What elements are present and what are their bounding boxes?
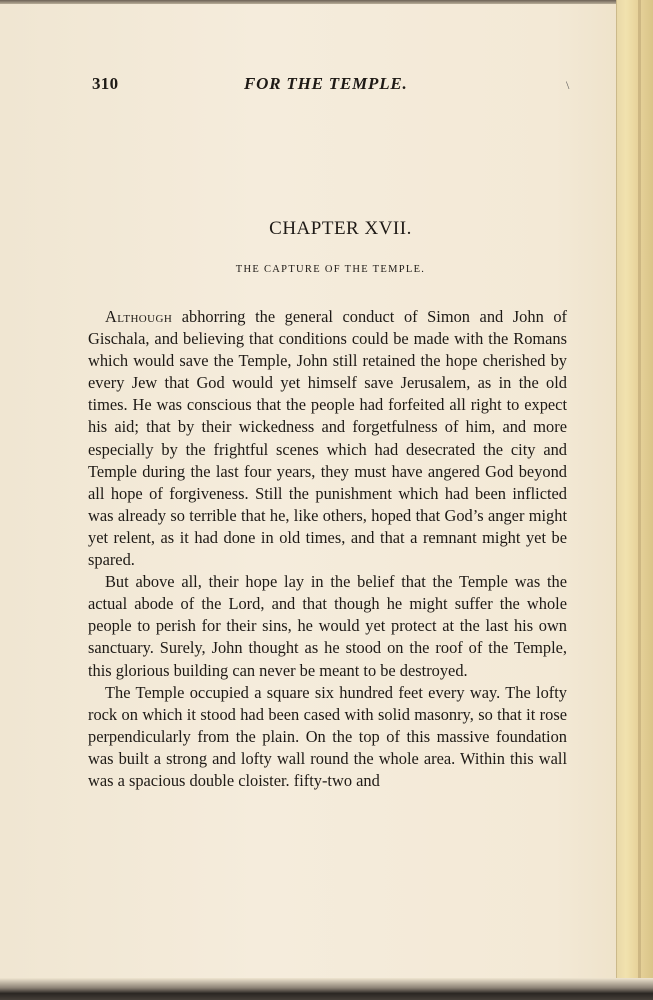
page-number: 310 <box>92 74 119 93</box>
chapter-subtitle: THE CAPTURE OF THE TEMPLE. <box>235 264 426 275</box>
paragraph-3: The Temple occupied a square six hundred feet every way. The lofty rock on which it stood had been cased with solid masonry, so that it rose perpendicularly from the plain. On the top of this massive foundation was built a strong and lofty wall round the whole area. Within this wall was a spacious double cloister. fifty-two and <box>88 682 567 790</box>
paragraph-2: But above all, their hope lay in the belief that the Temple was the actual abode of the Lord, and that though he might suffer the whole people to perish for their sins, he would yet protect at the last his own sanctuary. Surely, John thought as he stood on the roof of the Temple, this glorious building can never be meant to be destroyed. <box>88 572 567 680</box>
chapter-title: CHAPTER XVII. <box>269 218 412 239</box>
top-edge-shadow <box>0 0 620 4</box>
running-head <box>92 74 570 98</box>
paragraph-1-text: abhorring the general conduct of Simon and John of Gischala, and believing that conditions could be made with the Romans which would save the Temple, John still retained the hope cherished by every Jew that God would yet himself save Jerusalem, as in the old times. He was conscious that the people had forfeited all right to expect his aid; that by their wickedness and forgetfulness of him, and more especially by the frightful scenes which had desecrated the city and Temple during the last four years, they must have angered God beyond all hope of forgiveness. Still the punishment which had been inflicted was already so terrible that he, like others, hoped that God’s anger might yet relent, as it had done in old times, and that a remnant might yet be spared. <box>88 307 567 570</box>
paragraph-1 <box>88 306 567 571</box>
body-text <box>88 306 567 792</box>
corner-mark: \ <box>566 78 570 92</box>
paragraph-1-lead: Although <box>105 307 173 326</box>
bottom-edge-shadow <box>0 978 653 1000</box>
fore-edge-line <box>638 0 641 1000</box>
book-fore-edge <box>616 0 653 1000</box>
running-title: FOR THE TEMPLE. <box>244 74 408 93</box>
